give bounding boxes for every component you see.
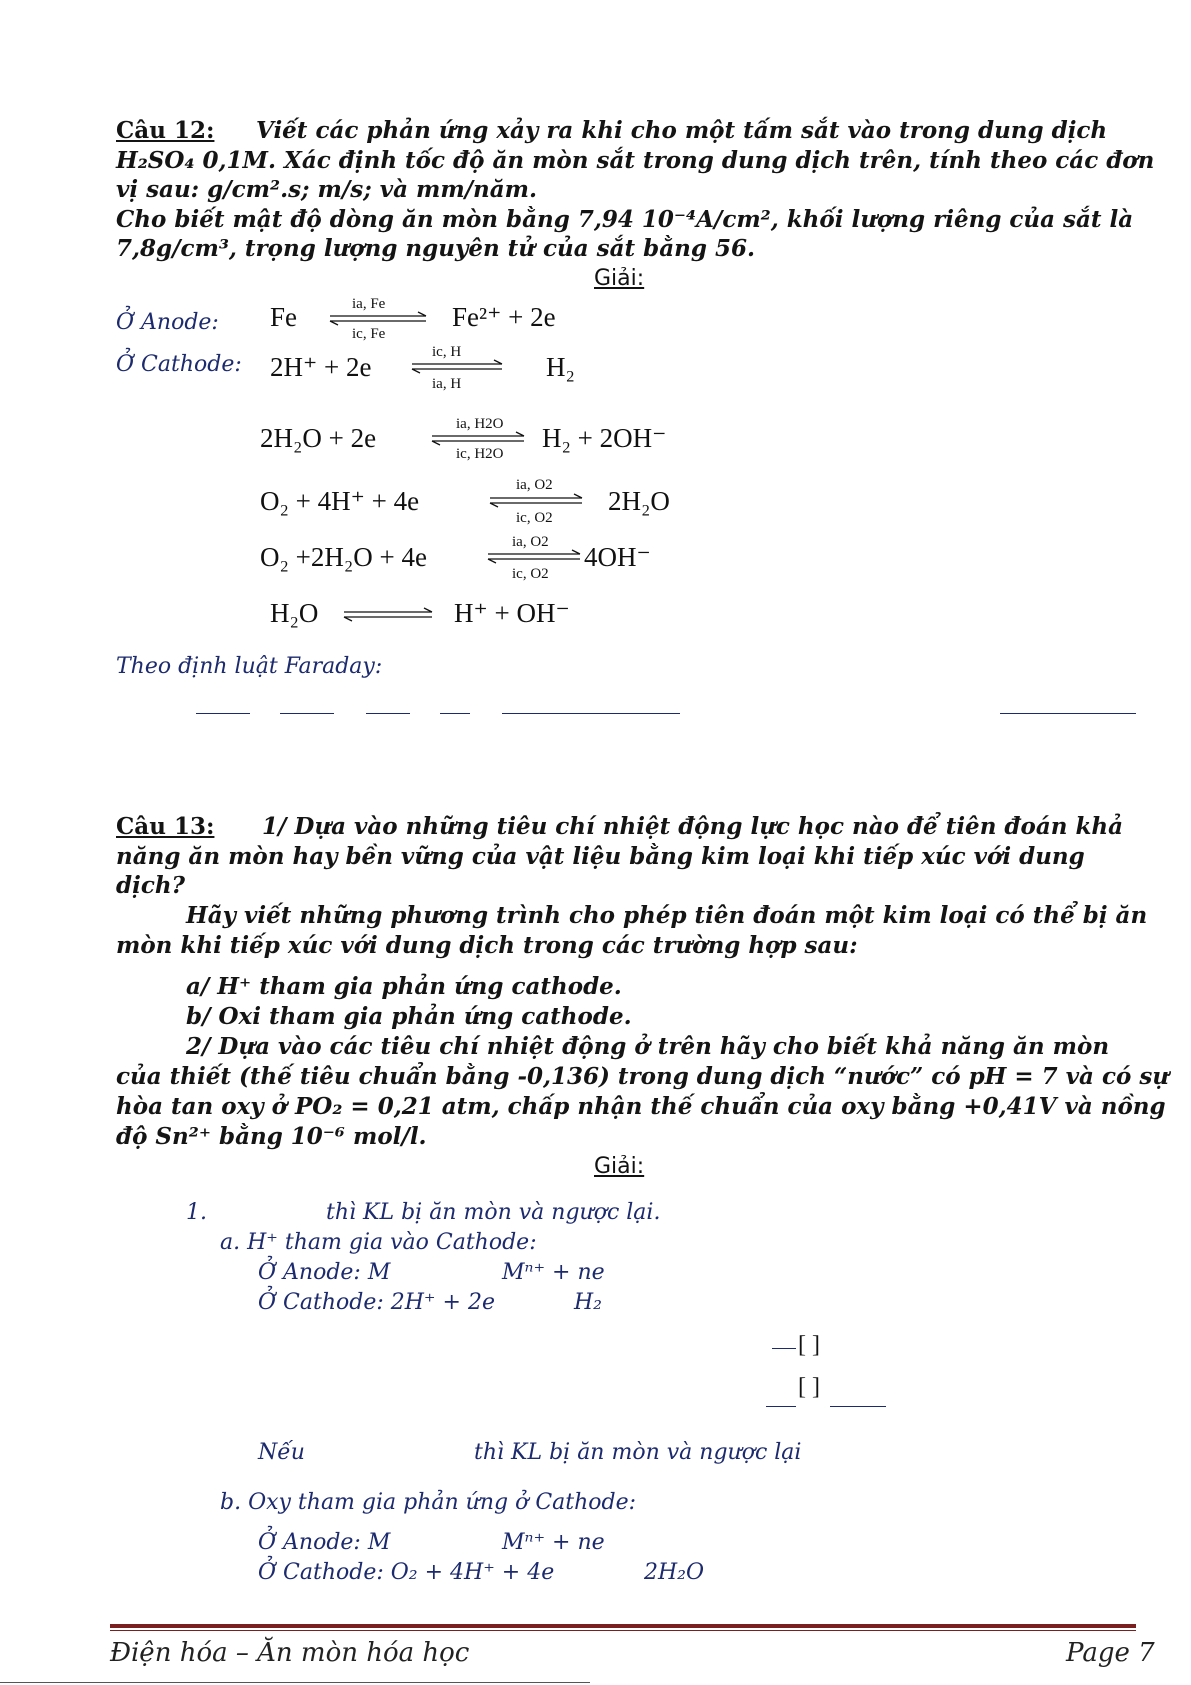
a-cathode-left: Ở Cathode: 2H⁺ + 2e xyxy=(258,1290,495,1315)
q13-line3: dịch? xyxy=(116,872,186,899)
eq-o2a-right: 2H₂O xyxy=(608,486,670,516)
equilibrium-arrow xyxy=(488,552,588,562)
q12-line4: Cho biết mật độ dòng ăn mòn bằng 7,94 10⁻⁴A/cm², khối lượng riêng của sắt là xyxy=(116,206,1134,233)
eq-o2b-right: 4OH⁻ xyxy=(584,542,651,572)
formula-blank xyxy=(830,1406,886,1407)
footer-rule xyxy=(110,1624,1136,1628)
b-cathode-right: 2H₂O xyxy=(644,1560,705,1585)
a-anode-left: Ở Anode: M xyxy=(258,1260,391,1285)
b-cathode-left: Ở Cathode: O₂ + 4H⁺ + 4e xyxy=(258,1560,555,1585)
q13-p2-3: hòa tan oxy ở PO₂ = 0,21 atm, chấp nhận thế chuẩn của oxy bằng +0,41V và nồng xyxy=(116,1093,1166,1120)
q12-line2: H₂SO₄ 0,1M. Xác định tốc độ ăn mòn sắt trong dung dịch trên, tính theo các đơn xyxy=(116,147,1155,174)
eq-w-right: H⁺ + OH⁻ xyxy=(454,598,570,628)
b-title: b. Oxy tham gia phản ứng ở Cathode: xyxy=(220,1490,637,1515)
formula-blank xyxy=(502,713,680,714)
q13-p2-1: 2/ Dựa vào các tiêu chí nhiệt động ở trên hãy cho biết khả năng ăn mòn xyxy=(186,1033,1110,1060)
q13-line4: Hãy viết những phương trình cho phép tiên đoán một kim loại có thể bị ăn xyxy=(186,902,1148,929)
a-anode-right: Mⁿ⁺ + ne xyxy=(502,1260,605,1285)
formula-blank xyxy=(196,713,250,714)
eq-fe-right: Fe²⁺ + 2e xyxy=(452,302,556,332)
neu-text: thì KL bị ăn mòn và ngược lại xyxy=(474,1440,802,1465)
equilibrium-arrow xyxy=(432,434,532,444)
equilibrium-arrow xyxy=(412,362,512,372)
eq-o2b-top: ia, O2 xyxy=(512,534,549,550)
eq-h2o-left: 2H₂O + 2e xyxy=(260,423,377,453)
formula-blank xyxy=(280,713,334,714)
footer-title: Điện hóa – Ăn mòn hóa học xyxy=(110,1638,470,1668)
eq-o2b-left: O₂ +2H₂O + 4e xyxy=(260,542,428,572)
q13-p2-2: của thiết (thế tiêu chuẩn bằng -0,136) trong dung dịch “nước” có pH = 7 và có sự xyxy=(116,1063,1169,1090)
q12-line5: 7,8g/cm³, trọng lượng nguyên tử của sắt bằng 56. xyxy=(116,235,755,262)
q12-line3: vị sau: g/cm².s; m/s; và mm/năm. xyxy=(116,176,538,203)
eq-o2a-top: ia, O2 xyxy=(516,477,553,493)
eq-h-bot: ia, H xyxy=(432,376,462,392)
eq-o2b-bot: ic, O2 xyxy=(512,566,549,582)
eq-o2a-left: O₂ + 4H⁺ + 4e xyxy=(260,486,420,516)
q13-giai: Giải: xyxy=(594,1154,645,1179)
q13-line2: năng ăn mòn hay bền vững của vật liệu bằng kim loại khi tiếp xúc với dung xyxy=(116,843,1085,870)
bracket-1: [ ] xyxy=(798,1332,820,1358)
formula-blank xyxy=(772,1348,796,1349)
q13-a: a/ H⁺ tham gia phản ứng cathode. xyxy=(186,973,622,1000)
q12-giai: Giải: xyxy=(594,266,645,291)
faraday-label: Theo định luật Faraday: xyxy=(116,654,383,679)
eq-o2a-bot: ic, O2 xyxy=(516,510,553,526)
eq-fe-top: ia, Fe xyxy=(352,296,386,312)
q13-label: Câu 13: xyxy=(116,813,215,840)
eq-h2o-right: H₂ + 2OH⁻ xyxy=(542,423,667,453)
a-cathode-right: H₂ xyxy=(574,1290,603,1315)
b-anode-right: Mⁿ⁺ + ne xyxy=(502,1530,605,1555)
eq-h2o-bot: ic, H2O xyxy=(456,446,504,462)
cathode-label: Ở Cathode: xyxy=(116,352,242,377)
q13-line5: mòn khi tiếp xúc với dung dịch trong các trường hợp sau: xyxy=(116,932,858,959)
equilibrium-arrow xyxy=(490,496,590,506)
ans1-text: thì KL bị ăn mòn và ngược lại. xyxy=(326,1200,661,1225)
q13-p2-4: độ Sn²⁺ bằng 10⁻⁶ mol/l. xyxy=(116,1123,427,1150)
equilibrium-arrow xyxy=(330,314,430,324)
page-number: Page 7 xyxy=(1066,1638,1155,1668)
anode-label: Ở Anode: xyxy=(116,310,219,335)
b-anode-left: Ở Anode: M xyxy=(258,1530,391,1555)
equilibrium-arrow xyxy=(344,610,444,620)
eq-h2o-top: ia, H2O xyxy=(456,416,504,432)
eq-h-top: ic, H xyxy=(432,344,462,360)
formula-blank xyxy=(1000,713,1136,714)
bottom-line xyxy=(0,1682,590,1683)
q12-line1: Viết các phản ứng xảy ra khi cho một tấm sắt vào trong dung dịch xyxy=(256,117,1108,144)
footer-rule-thin xyxy=(110,1630,1136,1631)
a-title: a. H⁺ tham gia vào Cathode: xyxy=(220,1230,537,1255)
q12-label: Câu 12: xyxy=(116,117,215,144)
eq-fe-left: Fe xyxy=(270,302,297,332)
eq-fe-bot: ic, Fe xyxy=(352,326,386,342)
eq-w-left: H₂O xyxy=(270,598,319,628)
q13-b: b/ Oxi tham gia phản ứng cathode. xyxy=(186,1003,632,1030)
ans1-num: 1. xyxy=(186,1200,207,1225)
formula-blank xyxy=(766,1406,796,1407)
neu-label: Nếu xyxy=(258,1440,305,1465)
q13-line1: 1/ Dựa vào những tiêu chí nhiệt động lực học nào để tiên đoán khả xyxy=(262,813,1124,840)
formula-blank xyxy=(366,713,410,714)
eq-h-left: 2H⁺ + 2e xyxy=(270,352,372,382)
eq-h-right: H₂ xyxy=(546,352,575,382)
bracket-2: [ ] xyxy=(798,1374,820,1400)
formula-blank xyxy=(440,713,470,714)
